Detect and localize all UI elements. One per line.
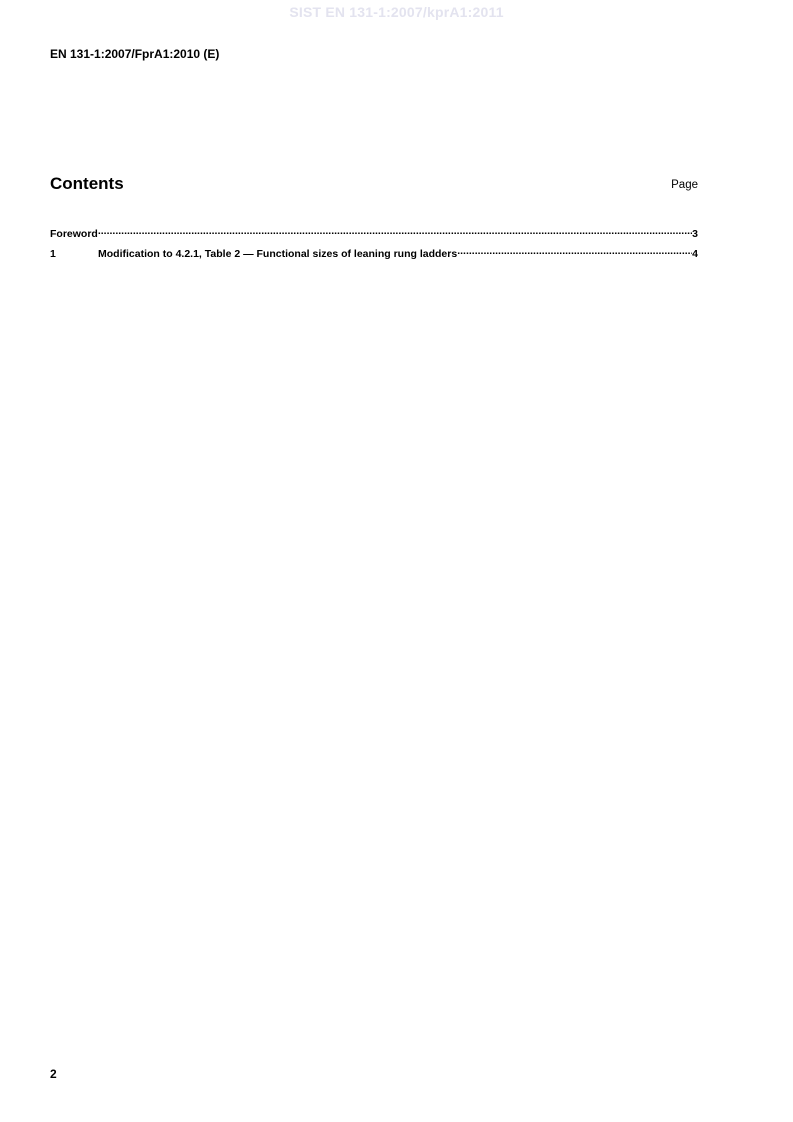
toc-entry-foreword[interactable] [50,225,698,245]
toc-entry-title: Foreword [50,228,98,240]
toc-entry-clause-1[interactable] [50,245,698,265]
page-number: 2 [50,1067,57,1081]
toc-dot-leader [457,245,692,257]
toc-entry-page: 3 [692,228,698,240]
toc-entry-page: 4 [692,248,698,260]
document-id-header: EN 131-1:2007/FprA1:2010 (E) [50,47,220,61]
toc-dot-leader [98,225,692,237]
table-of-contents [50,225,698,265]
page-column-label: Page [671,179,698,191]
contents-heading: Contents [50,174,124,193]
toc-entry-number: 1 [50,248,56,260]
toc-entry-title: Modification to 4.2.1, Table 2 — Functional sizes of leaning rung ladders [98,248,458,260]
watermark: SIST EN 131-1:2007/kprA1:2011 [289,4,504,20]
